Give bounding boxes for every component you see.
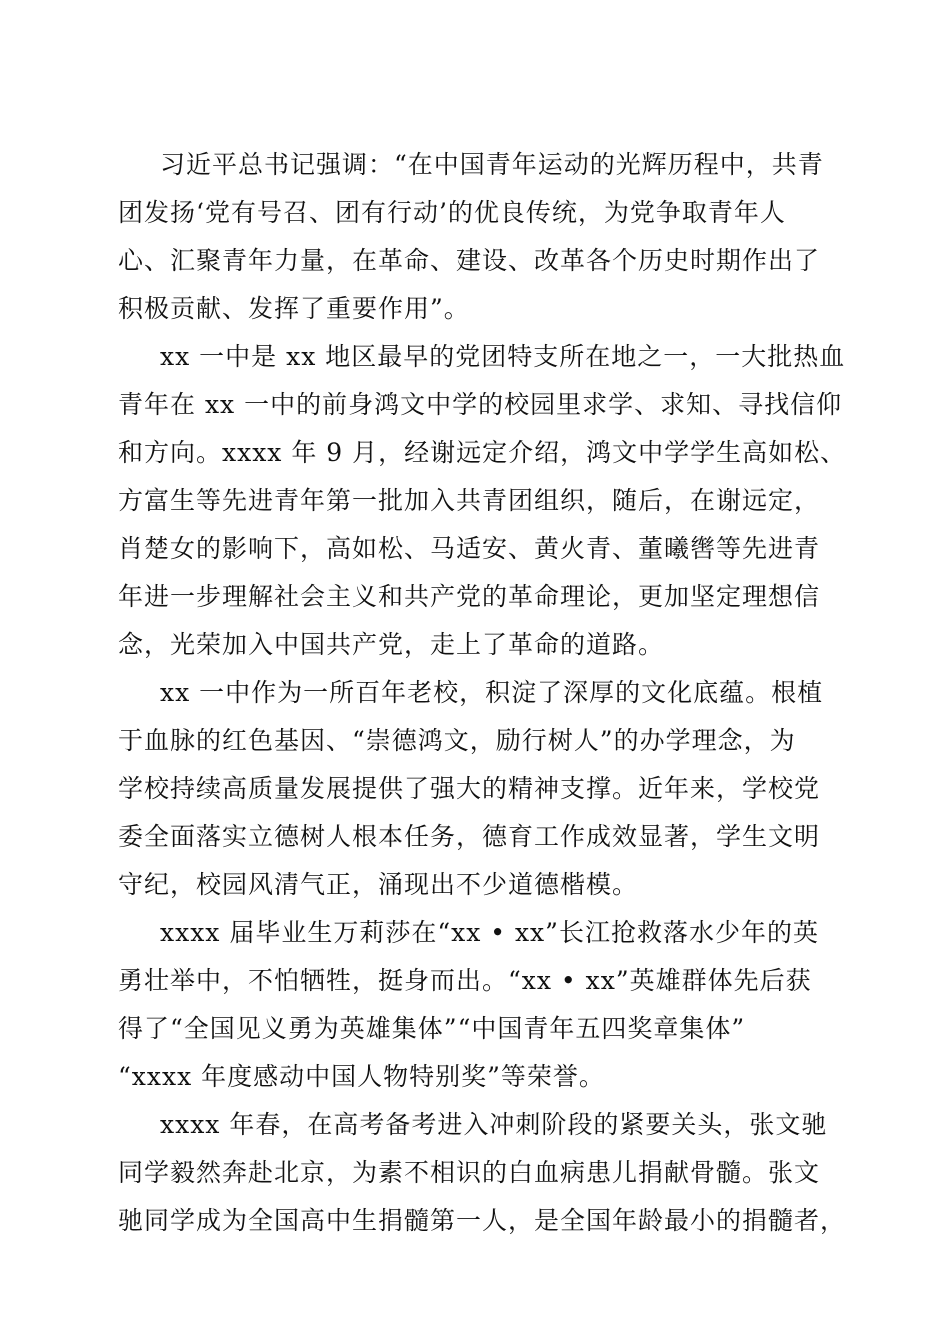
text-line: 守纪，校园风清气正，涌现出不少道德楷模。 [118,870,639,899]
text-line: xxxx 年春，在高考备考进入冲刺阶段的紧要关头，张文驰 [160,1110,828,1139]
text-line: 和方向。xxxx 年 9 月，经谢远定介绍，鸿文中学学生高如松、 [118,438,847,467]
text-line: 念，光荣加入中国共产党，走上了革命的道路。 [118,630,665,659]
text-line: 积极贡献、发挥了重要作用”。 [118,294,470,323]
text-line: 驰同学成为全国高中生捐髓第一人，是全国年龄最小的捐髓者， [118,1206,847,1235]
text-line: 青年在 xx 一中的前身鸿文中学的校园里求学、求知、寻找信仰 [118,390,843,419]
text-line: 得了“全国见义勇为英雄集体”“中国青年五四奖章集体” [118,1014,746,1043]
text-line: 委全面落实立德树人根本任务，德育工作成效显著，学生文明 [118,822,821,851]
text-line: 同学毅然奔赴北京，为素不相识的白血病患儿捐献骨髓。张文 [118,1158,821,1187]
text-line: 于血脉的红色基因、“崇德鸿文，励行树人”的办学理念，为 [118,726,796,755]
text-line: 年进一步理解社会主义和共产党的革命理论，更加坚定理想信 [118,582,821,611]
text-line: 心、汇聚青年力量，在革命、建设、改革各个历史时期作出了 [118,246,821,275]
text-line: 肖楚女的影响下，高如松、马适安、黄火青、董曦辔等先进青 [118,534,821,563]
text-line: xxxx 届毕业生万莉莎在“xx • xx”长江抢救落水少年的英 [160,918,819,947]
text-line: 学校持续高质量发展提供了强大的精神支撑。近年来，学校党 [118,774,821,803]
text-line: 团发扬‘党有号召、团有行动’的优良传统，为党争取青年人 [118,198,786,227]
text-line: xx 一中是 xx 地区最早的党团特支所在地之一，一大批热血 [160,342,846,371]
text-line: 习近平总书记强调：“在中国青年运动的光辉历程中，共青 [160,150,824,179]
text-line: xx 一中作为一所百年老校，积淀了深厚的文化底蕴。根植 [160,678,824,707]
text-line: 方富生等先进青年第一批加入共青团组织，随后，在谢远定， [118,486,821,515]
text-line: 勇壮举中，不怕牺牲，挺身而出。“xx • xx”英雄群体先后获 [118,966,812,995]
text-line: “xxxx 年度感动中国人物特别奖”等荣誉。 [118,1062,605,1091]
